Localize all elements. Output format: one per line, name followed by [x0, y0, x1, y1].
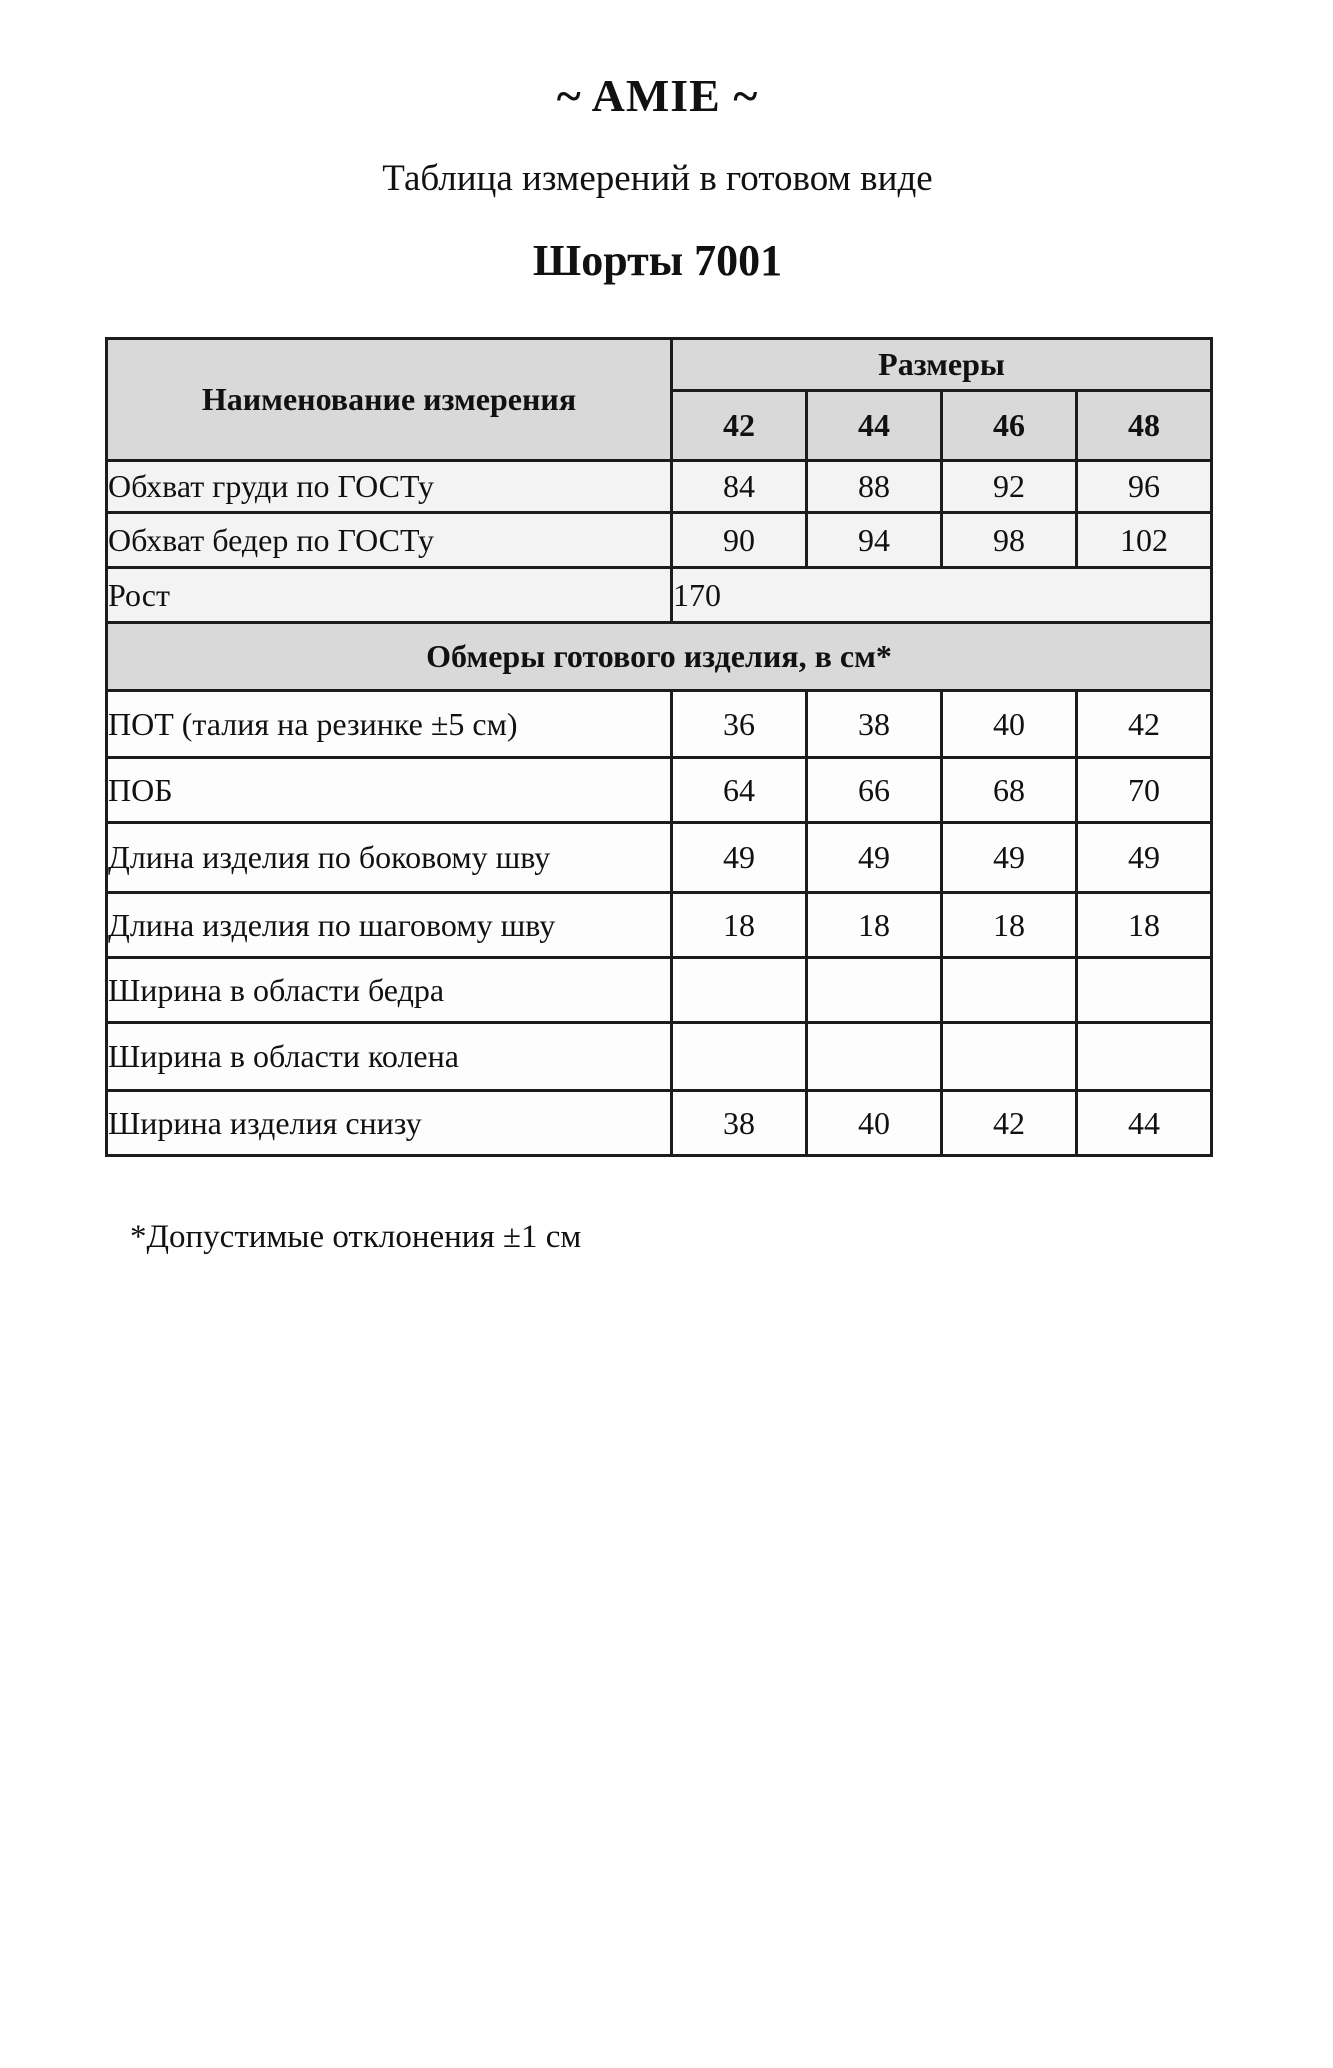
cell-value: 18: [672, 893, 807, 958]
table-row-knee-width: [107, 1023, 1212, 1091]
row-label: Обхват груди по ГОСТу: [107, 461, 672, 513]
table-subtitle: Таблица измерений в готовом виде: [382, 158, 933, 199]
size-col-header-42: 42: [672, 391, 807, 461]
table-row-height: [107, 568, 1212, 623]
table-row-pot: [107, 691, 1212, 758]
header-sizes-cell: Размеры: [672, 339, 1212, 391]
header-name-cell: Наименование измерения: [107, 339, 672, 461]
product-title: Шорты 7001: [532, 236, 783, 285]
row-label: ПОБ: [107, 758, 672, 823]
cell-value: 49: [672, 823, 807, 893]
cell-value: [807, 958, 942, 1023]
document-page: [105, 68, 1210, 1256]
row-label: ПОТ (талия на резинке ±5 см): [107, 691, 672, 758]
measurements-table: [105, 337, 1213, 1157]
cell-value: 96: [1077, 461, 1212, 513]
size-col-header-48: 48: [1077, 391, 1212, 461]
cell-value: 98: [942, 513, 1077, 568]
cell-value: 84: [672, 461, 807, 513]
cell-value: 49: [942, 823, 1077, 893]
cell-value: 92: [942, 461, 1077, 513]
table-row-inseam-length: [107, 893, 1212, 958]
row-label: Ширина в области колена: [107, 1023, 672, 1091]
header-row-sizes: [107, 339, 1212, 391]
table-row-side-length: [107, 823, 1212, 893]
cell-value: 64: [672, 758, 807, 823]
cell-value: [807, 1023, 942, 1091]
cell-value: 66: [807, 758, 942, 823]
cell-value: 70: [1077, 758, 1212, 823]
cell-value: 68: [942, 758, 1077, 823]
row-label: Длина изделия по шаговому шву: [107, 893, 672, 958]
cell-value: 38: [672, 1091, 807, 1156]
table-row-hips: [107, 513, 1212, 568]
row-label: Ширина в области бедра: [107, 958, 672, 1023]
table-row-thigh-width: [107, 958, 1212, 1023]
cell-value: 40: [942, 691, 1077, 758]
cell-value: 18: [942, 893, 1077, 958]
size-col-header-46: 46: [942, 391, 1077, 461]
cell-value: 42: [942, 1091, 1077, 1156]
row-label: Ширина изделия снизу: [107, 1091, 672, 1156]
cell-value: [672, 1023, 807, 1091]
cell-value: 49: [807, 823, 942, 893]
row-label: Длина изделия по боковому шву: [107, 823, 672, 893]
brand-title: ~ AMIE ~: [556, 70, 759, 121]
tolerance-footnote: *Допустимые отклонения ±1 см: [130, 1219, 582, 1255]
cell-value: [672, 958, 807, 1023]
cell-value: 49: [1077, 823, 1212, 893]
row-label: Обхват бедер по ГОСТу: [107, 513, 672, 568]
cell-value: [942, 958, 1077, 1023]
cell-value: 44: [1077, 1091, 1212, 1156]
cell-value: 102: [1077, 513, 1212, 568]
section-band-row: [107, 623, 1212, 691]
cell-value-height: 170: [672, 568, 1212, 623]
cell-value: 94: [807, 513, 942, 568]
cell-value: 42: [1077, 691, 1212, 758]
cell-value: 18: [807, 893, 942, 958]
table-row-chest: [107, 461, 1212, 513]
row-label: Рост: [107, 568, 672, 623]
cell-value: 38: [807, 691, 942, 758]
size-col-header-44: 44: [807, 391, 942, 461]
cell-value: 90: [672, 513, 807, 568]
section-band: Обмеры готового изделия, в см*: [107, 623, 1212, 691]
table-row-bottom-width: [107, 1091, 1212, 1156]
table-row-pob: [107, 758, 1212, 823]
cell-value: 18: [1077, 893, 1212, 958]
cell-value: [942, 1023, 1077, 1091]
cell-value: [1077, 958, 1212, 1023]
cell-value: 36: [672, 691, 807, 758]
cell-value: 88: [807, 461, 942, 513]
cell-value: [1077, 1023, 1212, 1091]
cell-value: 40: [807, 1091, 942, 1156]
